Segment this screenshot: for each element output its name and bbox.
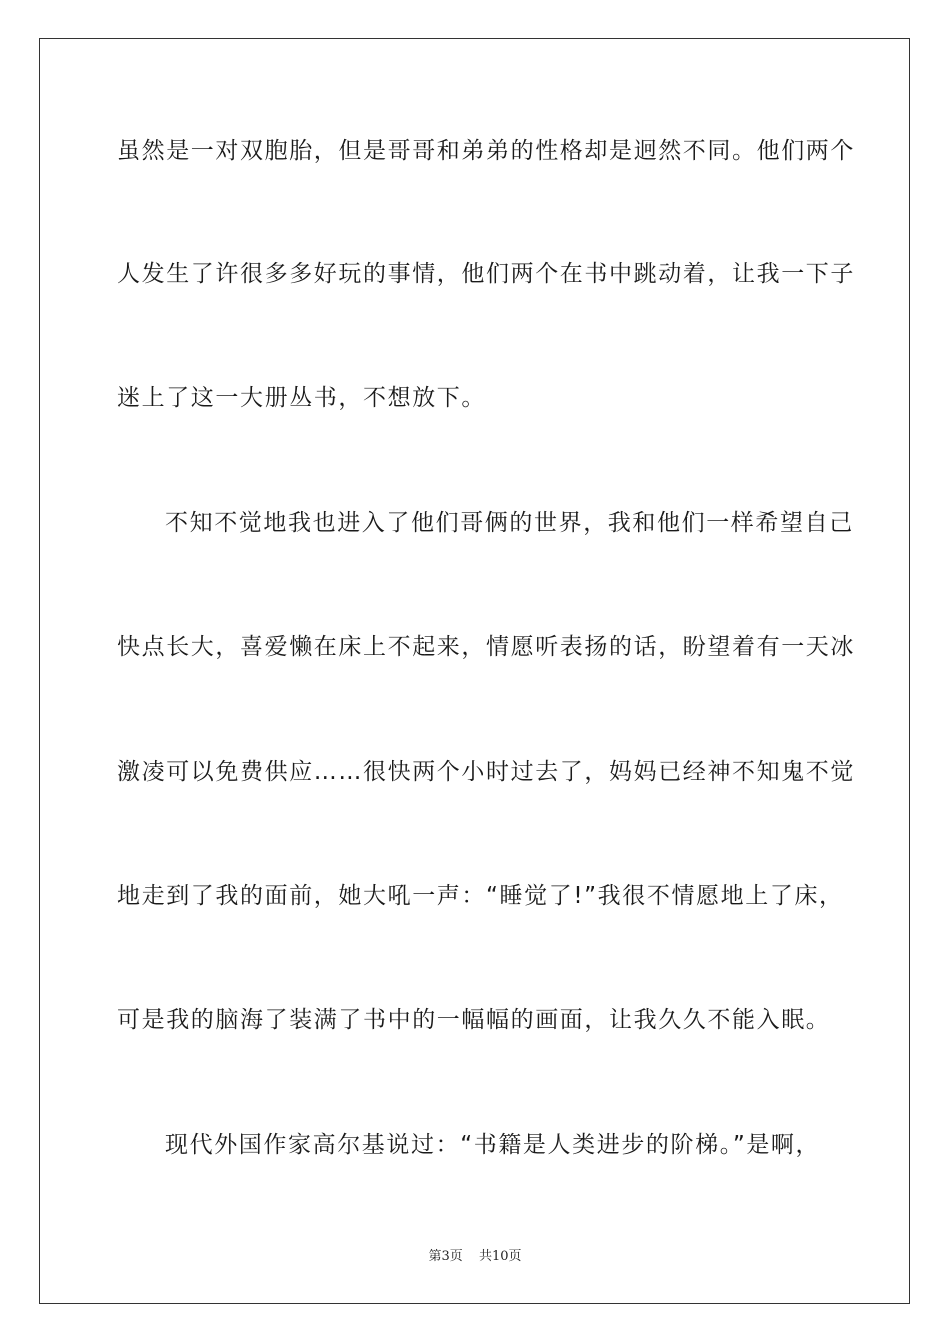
- text-line: 激凌可以免费供应……很快两个小时过去了，妈妈已经神不知鬼不觉: [117, 759, 855, 785]
- page-number: 第3页: [428, 1249, 463, 1264]
- text-line: 地走到了我的面前，她大吼一声：“睡觉了!”我很不情愿地上了床，: [117, 883, 844, 909]
- page-total: 共10页: [478, 1249, 522, 1264]
- page-border: [39, 38, 910, 1304]
- text-line: 可是我的脑海了装满了书中的一幅幅的画面，让我久久不能入眠。: [117, 1007, 831, 1033]
- text-line: 迷上了这一大册丛书，不想放下。: [117, 385, 486, 411]
- paragraph-start-line: 不知不觉地我也进入了他们哥俩的世界，我和他们一样希望自己: [165, 510, 854, 536]
- page-footer: [0, 1248, 950, 1266]
- paragraph-start-line: 现代外国作家高尔基说过：“书籍是人类进步的阶梯。”是啊，: [165, 1132, 821, 1158]
- text-line: 虽然是一对双胞胎，但是哥哥和弟弟的性格却是迥然不同。他们两个: [117, 138, 855, 164]
- text-line: 快点长大，喜爱懒在床上不起来，情愿听表扬的话，盼望着有一天冰: [117, 634, 855, 660]
- text-line: 人发生了许很多多好玩的事情，他们两个在书中跳动着，让我一下子: [117, 261, 855, 287]
